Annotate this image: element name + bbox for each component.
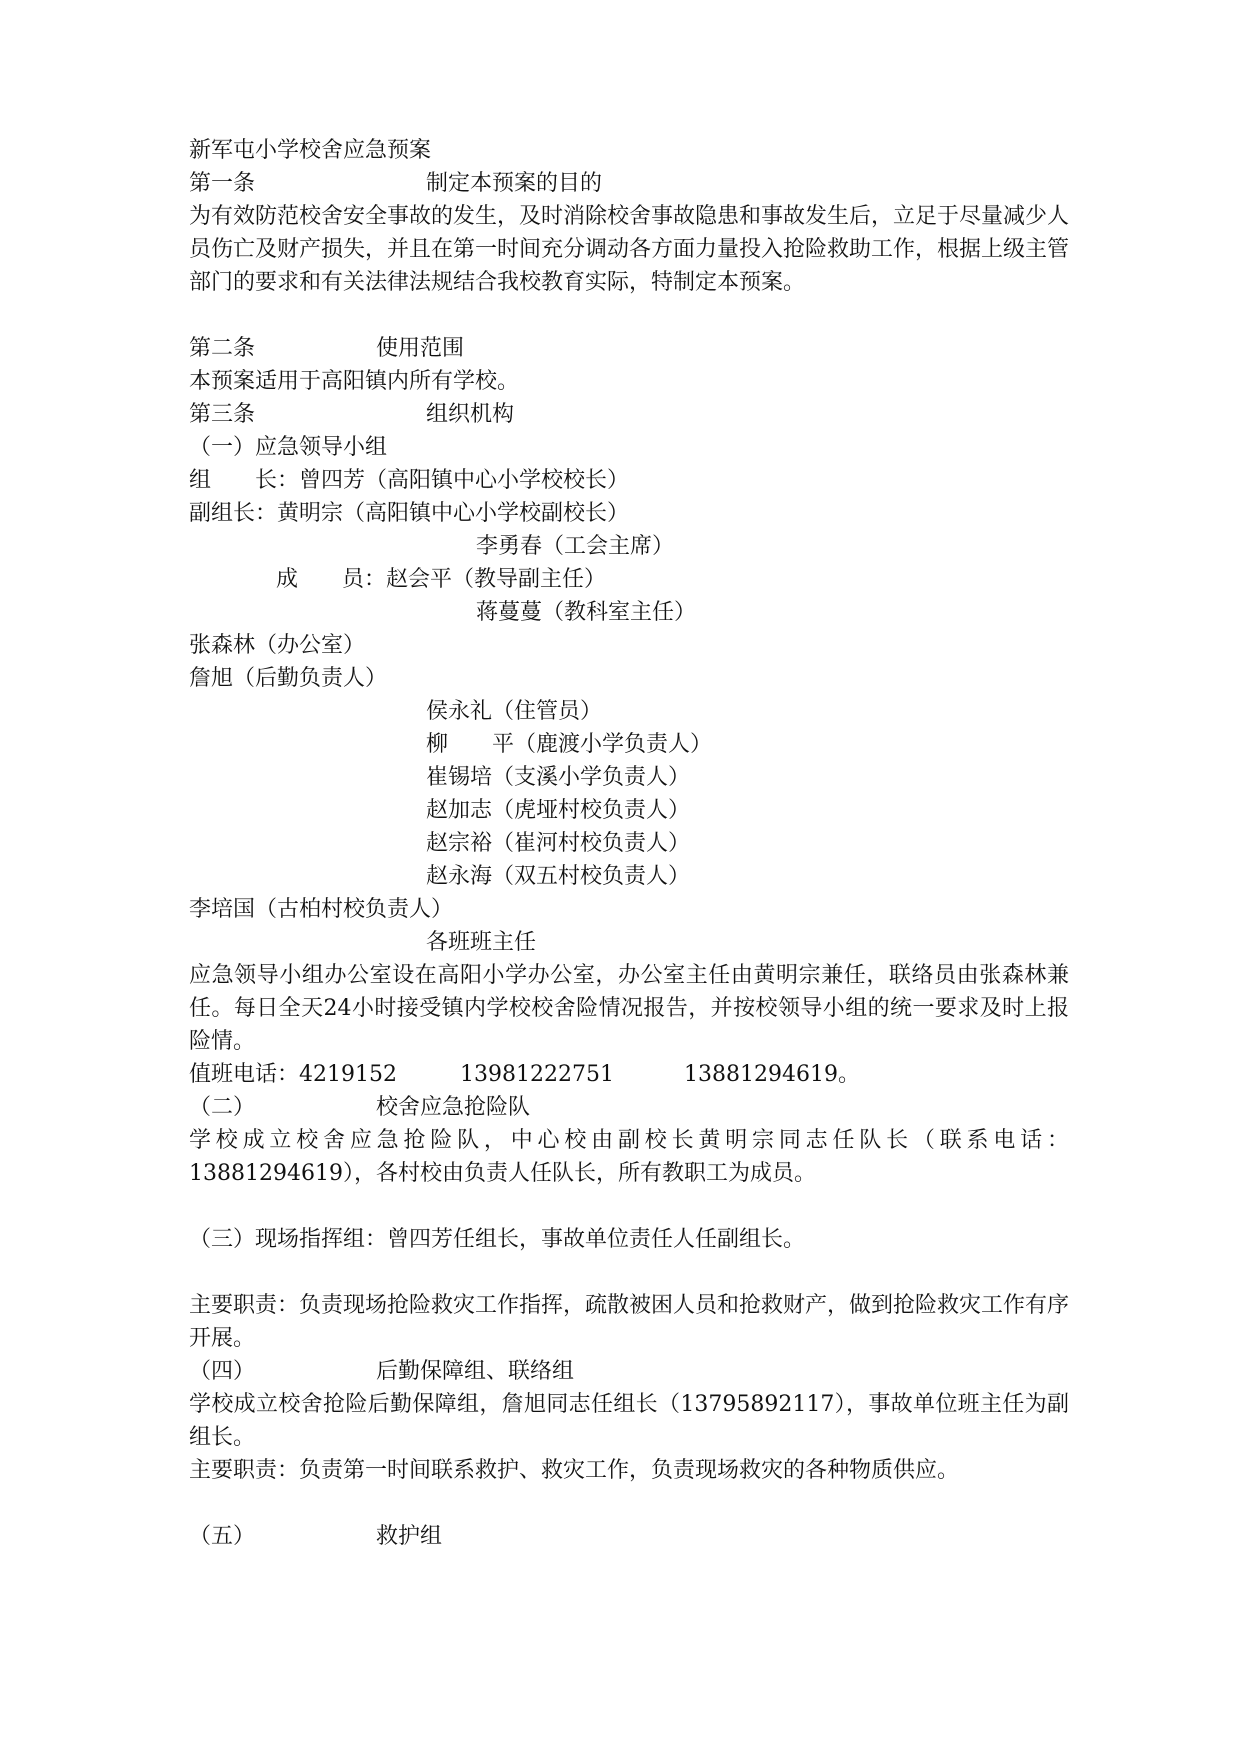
member-item: 詹旭（后勤负责人）: [189, 666, 388, 691]
section-3-duty: 主要职责：负责现场抢险救灾工作指挥，疏散被困人员和抢救财产，做到抢险救灾工作有序开展。: [189, 1293, 1070, 1351]
member-item: 各班班主任: [426, 930, 537, 955]
section-1-heading: （一）应急领导小组: [189, 435, 388, 460]
member-item: 柳 平（鹿渡小学负责人）: [426, 732, 713, 757]
member-item: 侯永礼（住管员）: [426, 699, 603, 724]
member-item: 赵加志（虎垭村校负责人）: [426, 798, 691, 823]
section-4-body: 学校成立校舍抢险后勤保障组，詹旭同志任组长（13795892117），事故单位班主任为副组长。: [189, 1392, 1069, 1450]
article-3-label: 第三条: [189, 402, 256, 427]
document-title: 新军屯小学校舍应急预案: [189, 138, 432, 163]
article-2-label: 第二条: [189, 336, 256, 361]
article-1-line: [189, 167, 889, 200]
member-item: 崔锡培（支溪小学负责人）: [426, 765, 691, 790]
section-4-line: [189, 1355, 889, 1388]
article-2-line: [189, 332, 889, 365]
section-5-label: （五）: [189, 1524, 256, 1549]
member-item: 赵宗裕（崔河村校负责人）: [426, 831, 691, 856]
article-2-heading: 使用范围: [376, 336, 465, 361]
leader-line: 组 长：曾四芳（高阳镇中心小学校校长）: [189, 468, 630, 493]
deputy-line: 副组长：黄明宗（高阳镇中心小学校副校长）: [189, 501, 630, 526]
section-2-heading: 校舍应急抢险队: [376, 1095, 531, 1120]
article-1-heading: 制定本预案的目的: [426, 171, 603, 196]
duty-phone-1: 值班电话：4219152: [189, 1062, 397, 1087]
article-1-body: 为有效防范校舍安全事故的发生，及时消除校舍事故隐患和事故发生后，立足于尽量减少人员伤亡及财产损失，并且在第一时间充分调动各方面力量投入抢险救助工作，根据上级主管部门的要求和有关法律法规结合我校教育实际，特制定本预案。: [189, 204, 1070, 295]
article-2-body: 本预案适用于高阳镇内所有学校。: [189, 369, 520, 394]
section-3-heading: （三）现场指挥组：曾四芳任组长，事故单位责任人任副组长。: [189, 1227, 806, 1252]
section-4-label: （四）: [189, 1359, 256, 1384]
office-note: 应急领导小组办公室设在高阳小学办公室，办公室主任由黄明宗兼任，联络员由张森林兼任。每日全天24小时接受镇内学校校舍险情况报告，并按校领导小组的统一要求及时上报险情。: [189, 963, 1069, 1054]
member-item: 李培国（古柏村校负责人）: [189, 897, 454, 922]
article-1-label: 第一条: [189, 171, 256, 196]
members-first-line: [276, 563, 776, 596]
section-2-label: （二）: [189, 1095, 256, 1120]
member-item: 赵永海（双五村校负责人）: [426, 864, 691, 889]
section-5-line: [189, 1520, 889, 1553]
section-2-line: [189, 1091, 889, 1124]
member-item: 赵会平（教导副主任）: [386, 567, 607, 592]
member-item: 张森林（办公室）: [189, 633, 366, 658]
article-3-line: [189, 398, 889, 431]
section-4-heading: 后勤保障组、联络组: [376, 1359, 575, 1384]
article-3-heading: 组织机构: [426, 402, 515, 427]
deputy-2-line: 李勇春（工会主席）: [476, 534, 675, 559]
section-5-heading: 救护组: [376, 1524, 443, 1549]
duty-phone-2: 13981222751: [460, 1062, 614, 1087]
section-4-duty: 主要职责：负责第一时间联系救护、救灾工作，负责现场救灾的各种物质供应。: [189, 1458, 960, 1483]
members-label: 成 员：: [276, 567, 387, 592]
section-2-body: 学校成立校舍应急抢险队，中心校由副校长黄明宗同志任队长（联系电话：13881294619），各村校由负责人任队长，所有教职工为成员。: [189, 1128, 1069, 1186]
duty-phone-line: [189, 1058, 889, 1091]
duty-phone-3: 13881294619。: [684, 1062, 860, 1087]
member-item: 蒋蔓蔓（教科室主任）: [476, 600, 697, 625]
